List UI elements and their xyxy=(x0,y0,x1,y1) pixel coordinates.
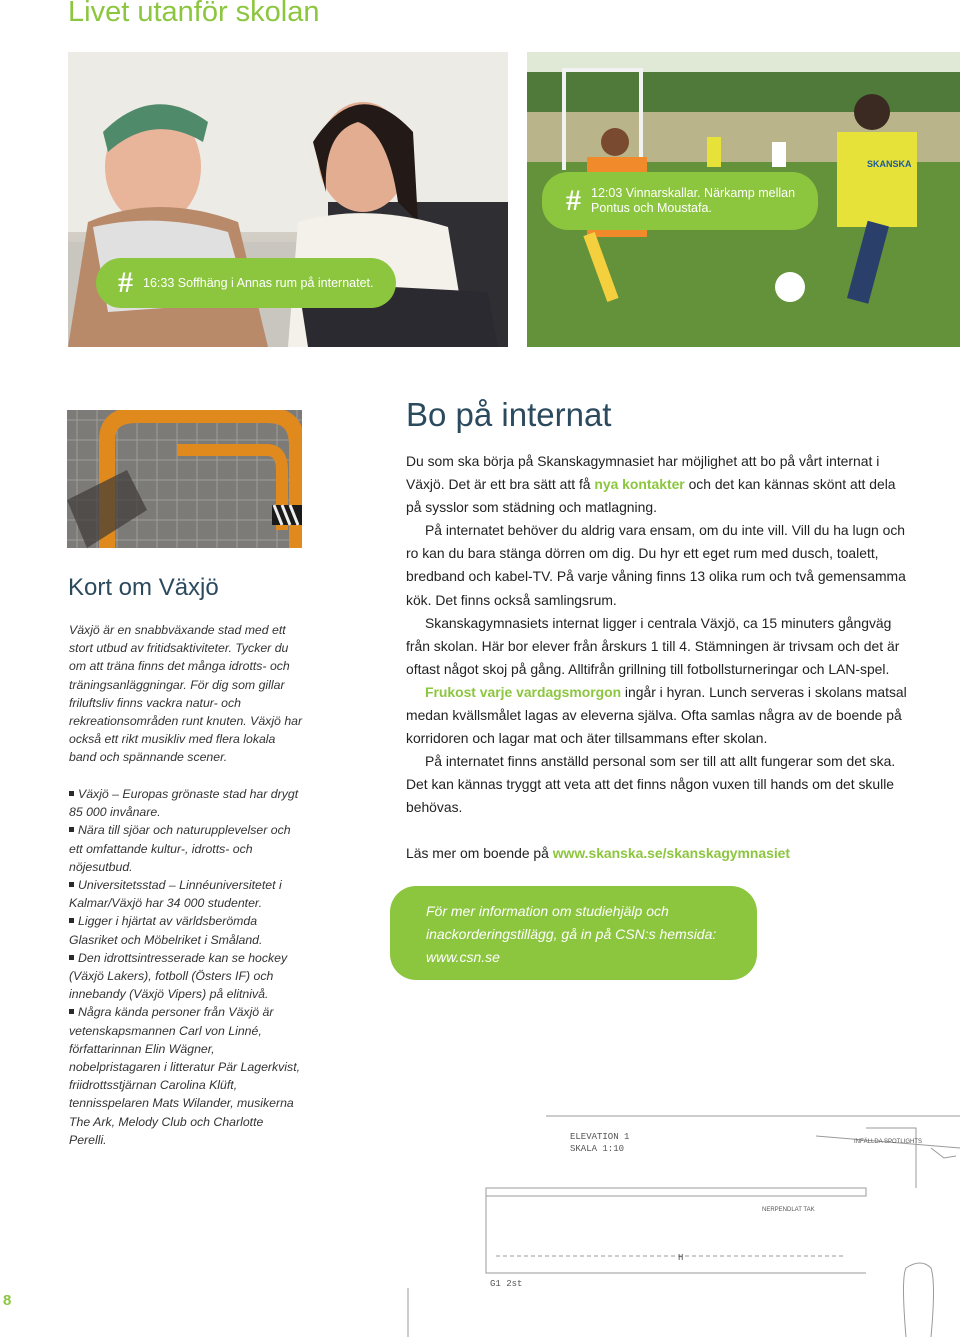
sidebar-intro: Växjö är en snabbväxande stad med ett stort utbud av fritidsaktiviteter. Tycker du om att träna finns det många idrotts- och träningsanläggningar. För dig som gillar friluftsliv finns vackra natur- och rekreationsområden runt knuten. Växjö har också ett rikt musikliv med flera lokala band och spännande scener. xyxy=(69,623,303,765)
drawing-spotlights: INFÄLLDA SPOTLIGHTS xyxy=(854,1139,923,1145)
photo-fence-detail xyxy=(67,410,302,548)
list-item: Ligger i hjärtat av världsberömda Glasriket och Möbelriket i Småland. xyxy=(69,914,263,947)
bullet-icon xyxy=(69,827,74,832)
article-heading: Bo på internat xyxy=(406,396,612,433)
drawing-mark-h: H xyxy=(678,1253,684,1263)
highlight-text: Frukost varje vardagsmorgon xyxy=(425,683,622,700)
drawing-g1: G1 2st xyxy=(490,1279,523,1289)
list-item: Den idrottsintresserade kan se hockey (Växjö Lakers), fotboll (Östers IF) och innebandy (Växjö Vipers) på elitnivå. xyxy=(69,950,288,1002)
article-body xyxy=(406,450,914,820)
drawing-scale: SKALA 1:10 xyxy=(570,1144,625,1154)
hash-icon: # xyxy=(566,184,581,217)
sidebar-heading: Kort om Växjö xyxy=(68,574,219,601)
info-box: För mer information om studiehjälp och inackorderingstillägg, gå in på CSN:s hemsida: www.csn.se xyxy=(390,886,757,980)
highlight-text: nya kontakter xyxy=(594,476,685,493)
paragraph: Skanskagymnasiets internat ligger i centrala Växjö, ca 15 minuters gångväg från skolan. Här bor elever från årskurs 1 till 4. Stämningen är trivsam och det är oftast något skoj på gång. Alltifrån grillning till fotbollsturneringar och LAN-spel. xyxy=(406,614,900,677)
caption-text: 16:33 Soffhäng i Annas rum på internatet. xyxy=(143,275,374,290)
vest-text: SKANSKA xyxy=(867,159,912,169)
list-item: Några kända personer från Växjö är vetenskapsmannen Carl von Linné, författarinnan Elin Wägner, nobelpristagaren i litteratur Pär Lagerkvist, friidrottsstjärnan Carolina Klüft, tennisspelaren Mats Wilander, musikerna The Ark, Melody Club och Charlotte Perelli. xyxy=(69,1005,301,1147)
list-item: Nära till sjöar och naturupplevelser och ett omfattande kultur-, idrotts- och nöjesutbud. xyxy=(69,823,291,874)
drawing-elevation: ELEVATION 1 xyxy=(570,1132,630,1142)
list-item: Växjö – Europas grönaste stad har drygt 85 000 invånare. xyxy=(69,787,299,820)
caption-text: 12:03 Vinnarskallar. Närkamp mellan Pontus och Moustafa. xyxy=(591,186,796,215)
technical-drawing xyxy=(396,1108,960,1337)
hash-icon: # xyxy=(118,266,133,299)
page-title: Livet utanför skolan xyxy=(68,0,320,28)
list-item: Universitetsstad – Linnéuniversitetet i Kalmar/Växjö har 34 000 studenter. xyxy=(69,878,282,911)
bullet-icon xyxy=(69,791,74,796)
paragraph: Du som ska börja på Skanskagymnasiet har möjlighet att bo på vårt internat i Växjö. Det är ett bra sätt att få nya kontakter och det kan kännas skönt att dela på sysslor som städning och matlagning. xyxy=(406,453,896,516)
paragraph: På internatet behöver du aldrig vara ensam, om du inte vill. Vill du ha lugn och ro kan du bara stänga dörren om dig. Du hyr ett eget rum med dusch, toalett, bredband och kabel-TV. På varje våning finns 13 olika rum och två gemensamma kök. Det finns också samlingsrum. xyxy=(406,522,906,608)
bullet-icon xyxy=(69,1009,74,1014)
photo-caption-sofa xyxy=(96,258,396,308)
paragraph: På internatet finns anställd personal som ser till att allt fungerar som det ska. Det kan kännas tryggt att veta att det finns någon vuxen till hands om det skulle behövas. xyxy=(406,753,896,816)
website-link[interactable]: www.skanska.se/skanskagymnasiet xyxy=(552,845,791,861)
paragraph: Frukost varje vardagsmorgon ingår i hyran. Lunch serveras i skolans matsal medan kvällsmålet lagas av eleverna själva. Ofta samlas några av de boende på korridoren och lagar mat och äter tillsammans efter skolan. xyxy=(406,683,907,747)
drawing-roof: NERPENDLAT TAK xyxy=(762,1207,815,1213)
bullet-icon xyxy=(69,918,74,923)
bullet-icon xyxy=(69,955,74,960)
page-number: 8 xyxy=(3,1292,12,1309)
photo-caption-football xyxy=(542,172,818,230)
bullet-icon xyxy=(69,882,74,887)
read-more: Läs mer om boende på www.skanska.se/skanskagymnasiet xyxy=(406,845,791,861)
facts-list xyxy=(69,785,304,1149)
